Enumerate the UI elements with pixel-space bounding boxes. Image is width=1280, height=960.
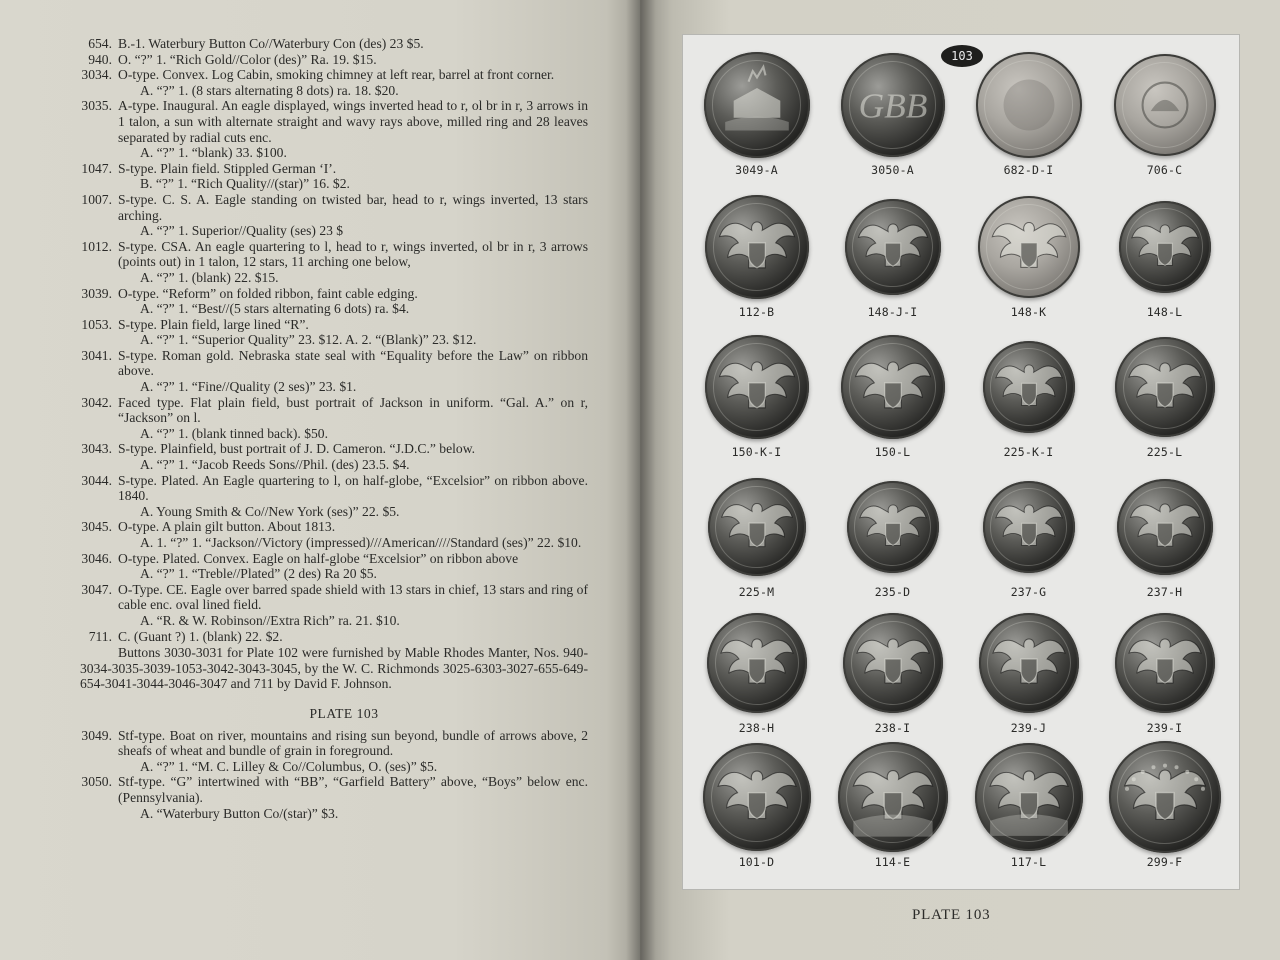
entry-number: 3049. — [81, 727, 112, 743]
button-photo-eagle — [978, 196, 1080, 298]
button-photo-eagle — [841, 335, 945, 439]
entry-variety: A. “?” 1. “Superior Quality” 23. $12. A. 2. “(Blank)” 23. $12. — [140, 332, 477, 348]
button-photo-eagle — [705, 335, 809, 439]
button-photo-eagle — [708, 478, 806, 576]
catalog-entry — [40, 286, 588, 317]
entry-description: Stf-type. Boat on river, mountains and rising sun beyond, bundle of arrows above, 2 sheafs of wheat and bundle of grain in foreground. — [118, 727, 588, 759]
button-specimen — [689, 471, 824, 611]
entry-description: A-type. Inaugural. An eagle displayed, wings inverted head to r, ol br in r, 3 arrows in 1 talon, a sun with alternate straight and wavy rays above, milled ring and 28 leaves separated by radial cuts enc. — [118, 98, 588, 145]
button-specimen — [961, 741, 1096, 881]
catalog-entry — [40, 473, 588, 520]
entry-description: S-type. Roman gold. Nebraska state seal with “Equality before the Law” on ribbon above. — [118, 347, 588, 379]
entry-description: O. “?” 1. “Rich Gold//Color (des)” Ra. 19. $15. — [118, 51, 377, 67]
catalog-entry — [40, 441, 588, 472]
catalog-entry — [40, 67, 588, 98]
entry-description: S-type. Plated. An Eagle quartering to l, on half-globe, “Excelsior” on ribbon above. 1840. — [118, 472, 588, 504]
button-specimen — [825, 191, 960, 331]
button-specimen — [825, 741, 960, 881]
entry-variety: A. 1. “?” 1. “Jackson//Victory (impressed)///American////Standard (ses)” 22. $10. — [140, 535, 582, 550]
button-specimen — [1097, 191, 1232, 331]
button-photo-eagle — [705, 195, 809, 299]
button-photo-eagle — [1115, 337, 1215, 437]
svg-text:GBB: GBB — [858, 85, 927, 126]
specimen-label: 225-L — [1146, 445, 1183, 459]
catalog-entry — [40, 395, 588, 442]
button-photo-eagle — [843, 613, 943, 713]
button-specimen — [689, 607, 824, 747]
button-photo-eagle — [983, 481, 1075, 573]
button-photo-eagle — [845, 199, 941, 295]
entry-number: 1053. — [81, 316, 112, 332]
plate-heading: PLATE 103 — [309, 705, 379, 721]
button-specimen — [689, 191, 824, 331]
entry-description: S-type. CSA. An eagle quartering to l, head to r, wings inverted, ol br in r, 3 arrows (points out) in 1 talon, 12 stars, 11 arching one below, — [118, 238, 588, 270]
specimen-label: 148-L — [1146, 305, 1183, 319]
entry-number: 1012. — [81, 238, 112, 254]
catalog-entry — [40, 36, 588, 52]
entry-variety: A. “?” 1. “Best//(5 stars alternating 6 dots) ra. $4. — [140, 301, 410, 317]
catalog-entry — [40, 192, 588, 239]
specimen-label: 706-C — [1146, 163, 1183, 177]
specimen-label: 225-M — [738, 585, 775, 599]
entry-description: Stf-type. “G” intertwined with “BB”, “Garfield Battery” above, “Boys” below enc. (Pennsylvania). — [118, 774, 588, 805]
button-photo-eagle-stars — [1109, 741, 1221, 853]
button-photo-eagle — [1119, 201, 1211, 293]
entry-number: 3043. — [81, 441, 112, 457]
entry-number: 1007. — [81, 191, 112, 207]
catalog-entry — [40, 317, 588, 348]
specimen-label: 101-D — [738, 855, 775, 869]
catalog-entry — [40, 728, 588, 775]
plate-photo-panel — [682, 34, 1240, 890]
entry-variety: A. “?” 1. (blank tinned back). $50. — [140, 425, 328, 441]
button-specimen — [1097, 331, 1232, 471]
entry-number: 3041. — [81, 347, 112, 363]
entry-description: S-type. C. S. A. Eagle standing on twisted bar, head to r, wings inverted, 13 stars arching. — [118, 191, 588, 223]
entry-number: 1047. — [81, 160, 112, 176]
button-photo-eagle — [983, 341, 1075, 433]
button-photo-eagle-globe — [975, 743, 1083, 851]
entry-variety: A. “?” 1. (8 stars alternating 8 dots) ra. 18. $20. — [140, 82, 399, 98]
specimen-label: 148-K — [1010, 305, 1047, 319]
entry-number: 711. — [88, 628, 112, 644]
specimen-label: 3050-A — [871, 163, 914, 177]
catalog-entry — [40, 629, 588, 645]
catalog-entry — [40, 98, 588, 160]
catalog-entry — [40, 774, 588, 821]
entry-description: Faced type. Flat plain field, bust portrait of Jackson in uniform. “Gal. A.” on r, “Jackson” on l. — [118, 394, 588, 426]
specimen-label: 112-B — [738, 305, 775, 319]
entry-number: 3045. — [81, 519, 112, 535]
entry-description: S-type. Plain field. Stippled German ‘I’. — [118, 160, 337, 176]
catalog-text-column — [40, 36, 588, 821]
specimen-label: 239-J — [1010, 721, 1047, 735]
specimen-label: 235-D — [874, 585, 911, 599]
entry-variety: A. “?” 1. Superior//Quality (ses) 23 $ — [140, 223, 344, 239]
entry-description: C. (Guant ?) 1. (blank) 22. $2. — [118, 628, 283, 644]
entry-number: 3042. — [81, 394, 112, 410]
entry-description: O-Type. CE. Eagle over barred spade shield with 13 stars in chief, 13 stars and ring of cable enc. oval lined field. — [118, 581, 588, 613]
entry-description: S-type. Plain field, large lined “R”. — [118, 316, 309, 332]
catalog-entry — [40, 348, 588, 395]
entry-variety: A. “?” 1. (blank) 22. $15. — [140, 269, 279, 285]
specimen-label: 239-I — [1146, 721, 1183, 735]
entry-description: S-type. Plainfield, bust portrait of J. D. Cameron. “J.D.C.” below. — [118, 441, 476, 457]
specimen-label: 225-K-I — [1003, 445, 1054, 459]
specimen-label: 238-I — [874, 721, 911, 735]
button-photo-eagle — [847, 481, 939, 573]
plate-caption: PLATE 103 — [912, 907, 991, 923]
entry-description: O-type. Plated. Convex. Eagle on half-globe “Excelsior” on ribbon above — [118, 550, 519, 566]
entry-number: 3044. — [81, 472, 112, 488]
specimen-label: 150-L — [874, 445, 911, 459]
entry-number: 3039. — [81, 285, 112, 301]
specimen-label: 237-H — [1146, 585, 1183, 599]
button-photo-cabin — [704, 52, 810, 158]
entry-number: 940. — [88, 51, 112, 67]
button-photo-eagle — [979, 613, 1079, 713]
entry-variety: A. “?” 1. “Treble//Plated” (2 des) Ra 20 $5. — [140, 566, 377, 582]
specimen-label: 237-G — [1010, 585, 1047, 599]
button-specimen — [1097, 49, 1232, 189]
specimen-label: 299-F — [1146, 855, 1183, 869]
entry-description: O-type. “Reform” on folded ribbon, faint cable edging. — [118, 285, 418, 301]
button-specimen — [825, 49, 960, 189]
button-specimen — [961, 191, 1096, 331]
entry-number: 3046. — [81, 550, 112, 566]
button-specimen — [961, 49, 1096, 189]
button-specimen — [689, 331, 824, 471]
button-photo-monogram — [841, 53, 945, 157]
entry-variety: A. “?” 1. “M. C. Lilley & Co//Columbus, O. (ses)” $5. — [140, 758, 438, 774]
entry-description: O-type. Convex. Log Cabin, smoking chimney at left rear, barrel at front corner. — [118, 67, 555, 83]
button-specimen — [825, 607, 960, 747]
button-specimen — [961, 471, 1096, 611]
button-photo-plain — [976, 52, 1082, 158]
specimen-label: 682-D-I — [1003, 163, 1054, 177]
button-specimen — [961, 607, 1096, 747]
specimen-label: 114-E — [874, 855, 911, 869]
button-photo-seal — [1114, 54, 1216, 156]
entry-variety: A. “?” 1. “Jacob Reeds Sons//Phil. (des) 23.5. $4. — [140, 457, 410, 473]
entry-variety: A. “?” 1. “Fine//Quality (2 ses)” 23. $1. — [140, 379, 357, 395]
entry-number: 3035. — [81, 98, 112, 114]
specimen-label: 150-K-I — [731, 445, 782, 459]
catalog-entry — [40, 52, 588, 68]
specimen-label: 117-L — [1010, 855, 1047, 869]
button-photo-eagle-shield — [703, 743, 811, 851]
button-photo-eagle — [1115, 613, 1215, 713]
entry-description: O-type. A plain gilt button. About 1813. — [118, 519, 336, 535]
button-specimen — [961, 331, 1096, 471]
button-photo-eagle — [1117, 479, 1213, 575]
catalog-entry — [40, 161, 588, 192]
button-specimen — [1097, 741, 1232, 881]
entry-number: 3034. — [81, 67, 112, 83]
button-specimen — [1097, 471, 1232, 611]
button-specimen — [825, 331, 960, 471]
book-gutter — [626, 0, 656, 960]
plate-number-badge: 103 — [941, 45, 983, 67]
entry-variety: A. Young Smith & Co//New York (ses)” 22. $5. — [140, 503, 400, 519]
button-specimen — [1097, 607, 1232, 747]
entry-number: 654. — [88, 36, 112, 51]
catalog-entry — [40, 551, 588, 582]
catalog-entry — [40, 582, 588, 629]
catalog-entry — [40, 519, 588, 550]
entry-number: 3050. — [81, 774, 112, 790]
credits-paragraph: Buttons 3030-3031 for Plate 102 were furnished by Mable Rhodes Manter, Nos. 940-3034-3035-3039-1053-3042-3043-3045, by the W. C. Richmonds 3025-6303-3027-655-649-654-3041-3044-3046-3047 and 711 by David F. Johnson. — [80, 645, 588, 692]
entry-variety: A. “?” 1. “blank) 33. $100. — [140, 145, 287, 161]
specimen-label: 238-H — [738, 721, 775, 735]
button-specimen — [689, 741, 824, 881]
catalog-entry — [40, 239, 588, 286]
entry-variety: A. “Waterbury Button Co/(star)” $3. — [140, 805, 339, 821]
button-photo-eagle-globe — [838, 742, 948, 852]
entry-number: 3047. — [81, 581, 112, 597]
button-specimen — [689, 49, 824, 189]
specimen-label: 148-J-I — [867, 305, 918, 319]
entry-variety: B. “?” 1. “Rich Quality//(star)” 16. $2. — [140, 176, 350, 192]
button-specimen — [825, 471, 960, 611]
entry-description: B.-1. Waterbury Button Co//Waterbury Con (des) 23 $5. — [118, 36, 424, 51]
entry-variety: A. “R. & W. Robinson//Extra Rich” ra. 21. $10. — [140, 612, 400, 628]
specimen-label: 3049-A — [735, 163, 778, 177]
button-photo-eagle — [707, 613, 807, 713]
